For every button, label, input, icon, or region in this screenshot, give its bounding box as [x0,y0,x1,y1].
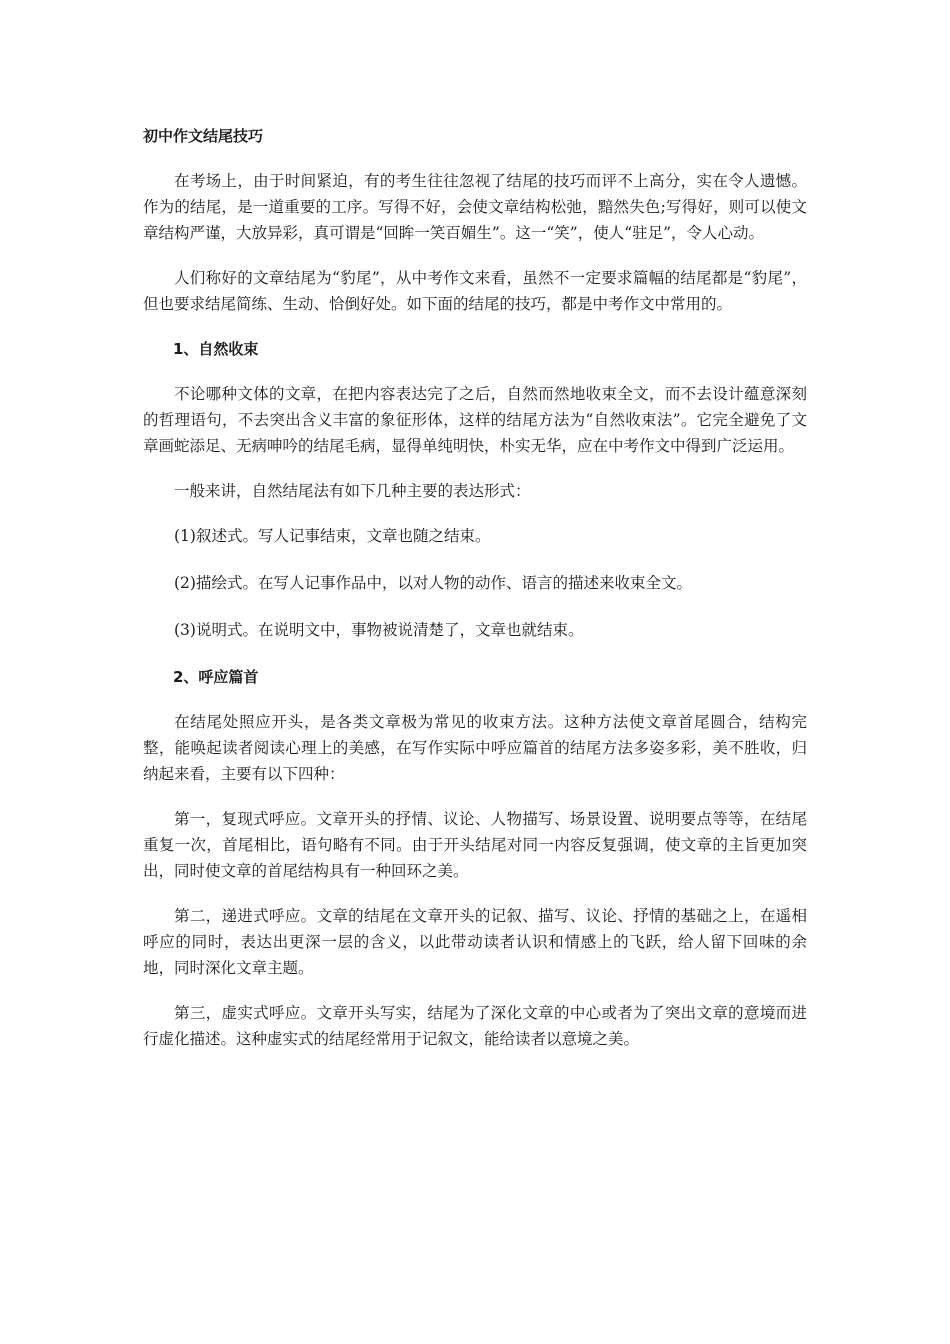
section2-paragraph-3: 第二，递进式呼应。文章的结尾在文章开头的记叙、描写、议论、抒情的基础之上，在遥相呼应的同时，表达出更深一层的含义，以此带动读者认识和情感上的飞跃，给人留下回味的余地，同时深化文章主题。 [143,907,807,977]
section1-paragraph-2: 一般来讲，自然结尾法有如下几种主要的表达形式： [174,482,531,500]
document-title: 初中作文结尾技巧 [143,127,264,145]
intro-paragraph-2: 人们称好的文章结尾为“豹尾”，从中考作文来看，虽然不一定要求篇幅的结尾都是“豹尾”，但也要求结尾简练、生动、恰倒好处。如下面的结尾的技巧，都是中考作文中常用的。 [143,269,807,313]
section-heading-echo-opening: 2、呼应篇首 [173,668,259,686]
section-heading-natural-ending: 1、自然收束 [173,340,259,358]
section2-paragraph-4: 第三，虚实式呼应。文章开头写实，结尾为了深化文章的中心或者为了突出文章的意境而进行虚化描述。这种虚实式的结尾经常用于记叙文，能给读者以意境之美。 [143,1004,807,1048]
intro-paragraph-1: 在考场上，由于时间紧迫，有的考生往往忽视了结尾的技巧而评不上高分，实在令人遗憾。作为的结尾，是一道重要的工序。写得不好，会使文章结构松弛，黯然失色;写得好，则可以使文章结构严谨，大放异彩，真可谓是“回眸一笑百媚生”。这一“笑”，使人“驻足”，令人心动。 [143,172,807,242]
list-item-narrative: (1)叙述式。写人记事结束，文章也随之结束。 [174,527,491,545]
section2-paragraph-1: 在结尾处照应开头，是各类文章极为常见的收束方法。这种方法使文章首尾圆合，结构完整，能唤起读者阅读心理上的美感，在写作实际中呼应篇首的结尾方法多姿多彩，美不胜收，归纳起来看，主要有以下四种： [143,713,807,783]
list-item-expository: (3)说明式。在说明文中，事物被说清楚了，文章也就结束。 [174,621,584,639]
section1-paragraph-1: 不论哪种文体的文章，在把内容表达完了之后，自然而然地收束全文，而不去设计蕴意深刻的哲理语句，不去突出含义丰富的象征形体，这样的结尾方法为“自然收束法”。它完全避免了文章画蛇添足、无病呻吟的结尾毛病，显得单纯明快，朴实无华，应在中考作文中得到广泛运用。 [143,385,807,455]
list-item-descriptive: (2)描绘式。在写人记事作品中，以对人物的动作、语言的描述来收束全文。 [174,574,692,592]
section2-paragraph-2: 第一，复现式呼应。文章开头的抒情、议论、人物描写、场景设置、说明要点等等，在结尾重复一次，首尾相比，语句略有不同。由于开头结尾对同一内容反复强调，使文章的主旨更加突出，同时使文章的首尾结构具有一种回环之美。 [143,810,807,880]
document-body [143,123,807,1071]
